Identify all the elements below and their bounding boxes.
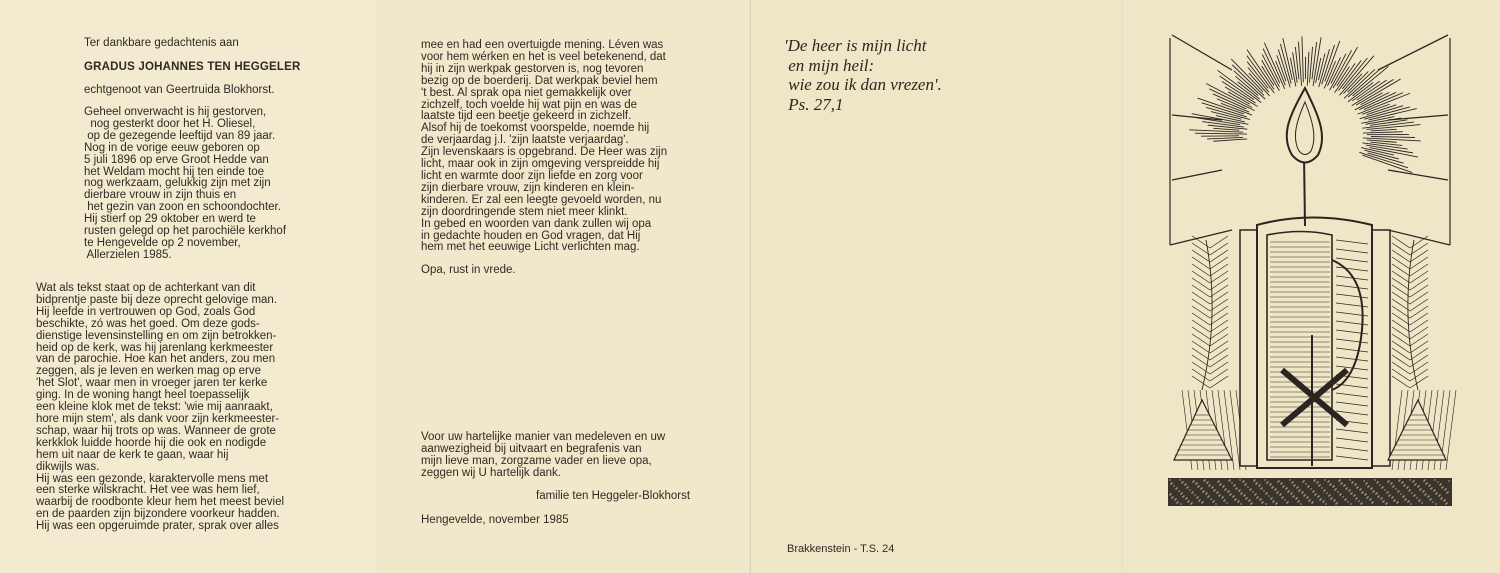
family-signature: familie ten Heggeler-Blokhorst: [536, 490, 691, 502]
candle-base: [1168, 478, 1452, 506]
character-text: Wat als tekst staat op de achterkant van dit bidprentje paste bij deze oprecht gelovige man. Hij leefde in vertrouwen op God, zoals God beschikte, zó was het goed. Om deze gods- dienstige levensinstelling en om zijn betrokken- heid op de kerk, was hij jarenlang kerkmeester van de parochie. Hoe kan het anders, zou men zeggen, als je leven en werken mag op erve 'het Slot', waar men in vroeger jaren ter kerke ging. In de woning hangt heel toepasselijk een kleine klok met de tekst: 'wie mij aanraakt, hore mijn stem', als dank voor zijn kerkmeester- schap, waar hij trots op was. Wanneer de grote kerkklok luidde hoorde hij die ook en nodigde hem uit naar de kerk te gaan, waar hij dikwijls was. Hij was een gezonde, karaktervolle mens met een sterke wilskracht. Het vee was hem lief, waarbij de roodbonte kleur hem het meest beviel en de paarden zijn bijzondere voorkeur hadden. Hij was een opgeruimde prater, sprak over alles: [36, 282, 285, 533]
farewell-line: Opa, rust in vrede.: [421, 264, 516, 276]
place-date: Hengevelde, november 1985: [421, 514, 569, 526]
spouse-line: echtgenoot van Geertruida Blokhorst.: [84, 84, 275, 96]
thanks-text: Voor uw hartelijke manier van medeleven en uw aanwezigheid bij uitvaart en begrafenis van mijn lieve man, zorgzame vader en lieve opa, zeggen wij U hartelijk dank.: [421, 431, 666, 479]
candle-body: [1240, 218, 1390, 469]
biography-text: Geheel onverwacht is hij gestorven, nog gesterkt door het H. Oliesel, op de gezegende leeftijd van 89 jaar. Nog in de vorige eeuw geboren op 5 juli 1896 op erve Groot Hedde van het Weldam mocht hij ten einde toe nog werkzaam, gelukkig zijn met zijn dierbare vrouw in zijn thuis en het gezin van zoon en schoondochter. Hij stierf op 29 oktober en werd te rusten gelegd op het parochiële kerkhof te Hengevelde op 2 november, Allerzielen 1985.: [84, 106, 287, 261]
deceased-name: GRADUS JOHANNES TEN HEGGELER: [84, 61, 301, 73]
continuation-text: mee en had een overtuigde mening. Léven was voor hem wérken en het is veel betekenend, dat hij in zijn werkpak gestorven is, nog tevoren bezig op de boerderij. Dat werkpak beviel hem 't best. Al sprak opa niet gemakkelijk over zichzelf, toch voelde hij wat pijn en was de laatste tijd een beetje gekeerd in zichzelf. Alsof hij de toekomst voorspelde, noemde hij de verjaardag j.l. 'zijn laatste verjaardag'. Zijn levenskaars is opgebrand. De Heer was zijn licht, maar ook in zijn omgeving verspreidde hij licht en warmte door zijn liefde en zorg voor zijn dierbare vrouw, zijn kinderen en klein- kinderen. Er zal een leegte gevoeld worden, nu zijn doordringende stem niet meer klinkt. In gebed en woorden van dank zullen wij opa in gedachte houden en God vragen, dat Hij hem met het eeuwige Licht verlichten mag.: [421, 39, 668, 254]
fold-line: [377, 0, 379, 573]
fold-line: [1122, 0, 1124, 573]
candle-illustration: [1162, 30, 1458, 512]
wick: [1304, 155, 1305, 226]
printer-credit: Brakkenstein - T.S. 24: [787, 543, 895, 555]
fold-line: [749, 0, 751, 573]
flame: [1287, 88, 1322, 163]
dedication-intro: Ter dankbare gedachtenis aan: [84, 37, 239, 49]
psalm-quote: 'De heer is mijn licht en mijn heil: wie zou ik dan vrezen'. Ps. 27,1: [784, 36, 942, 114]
